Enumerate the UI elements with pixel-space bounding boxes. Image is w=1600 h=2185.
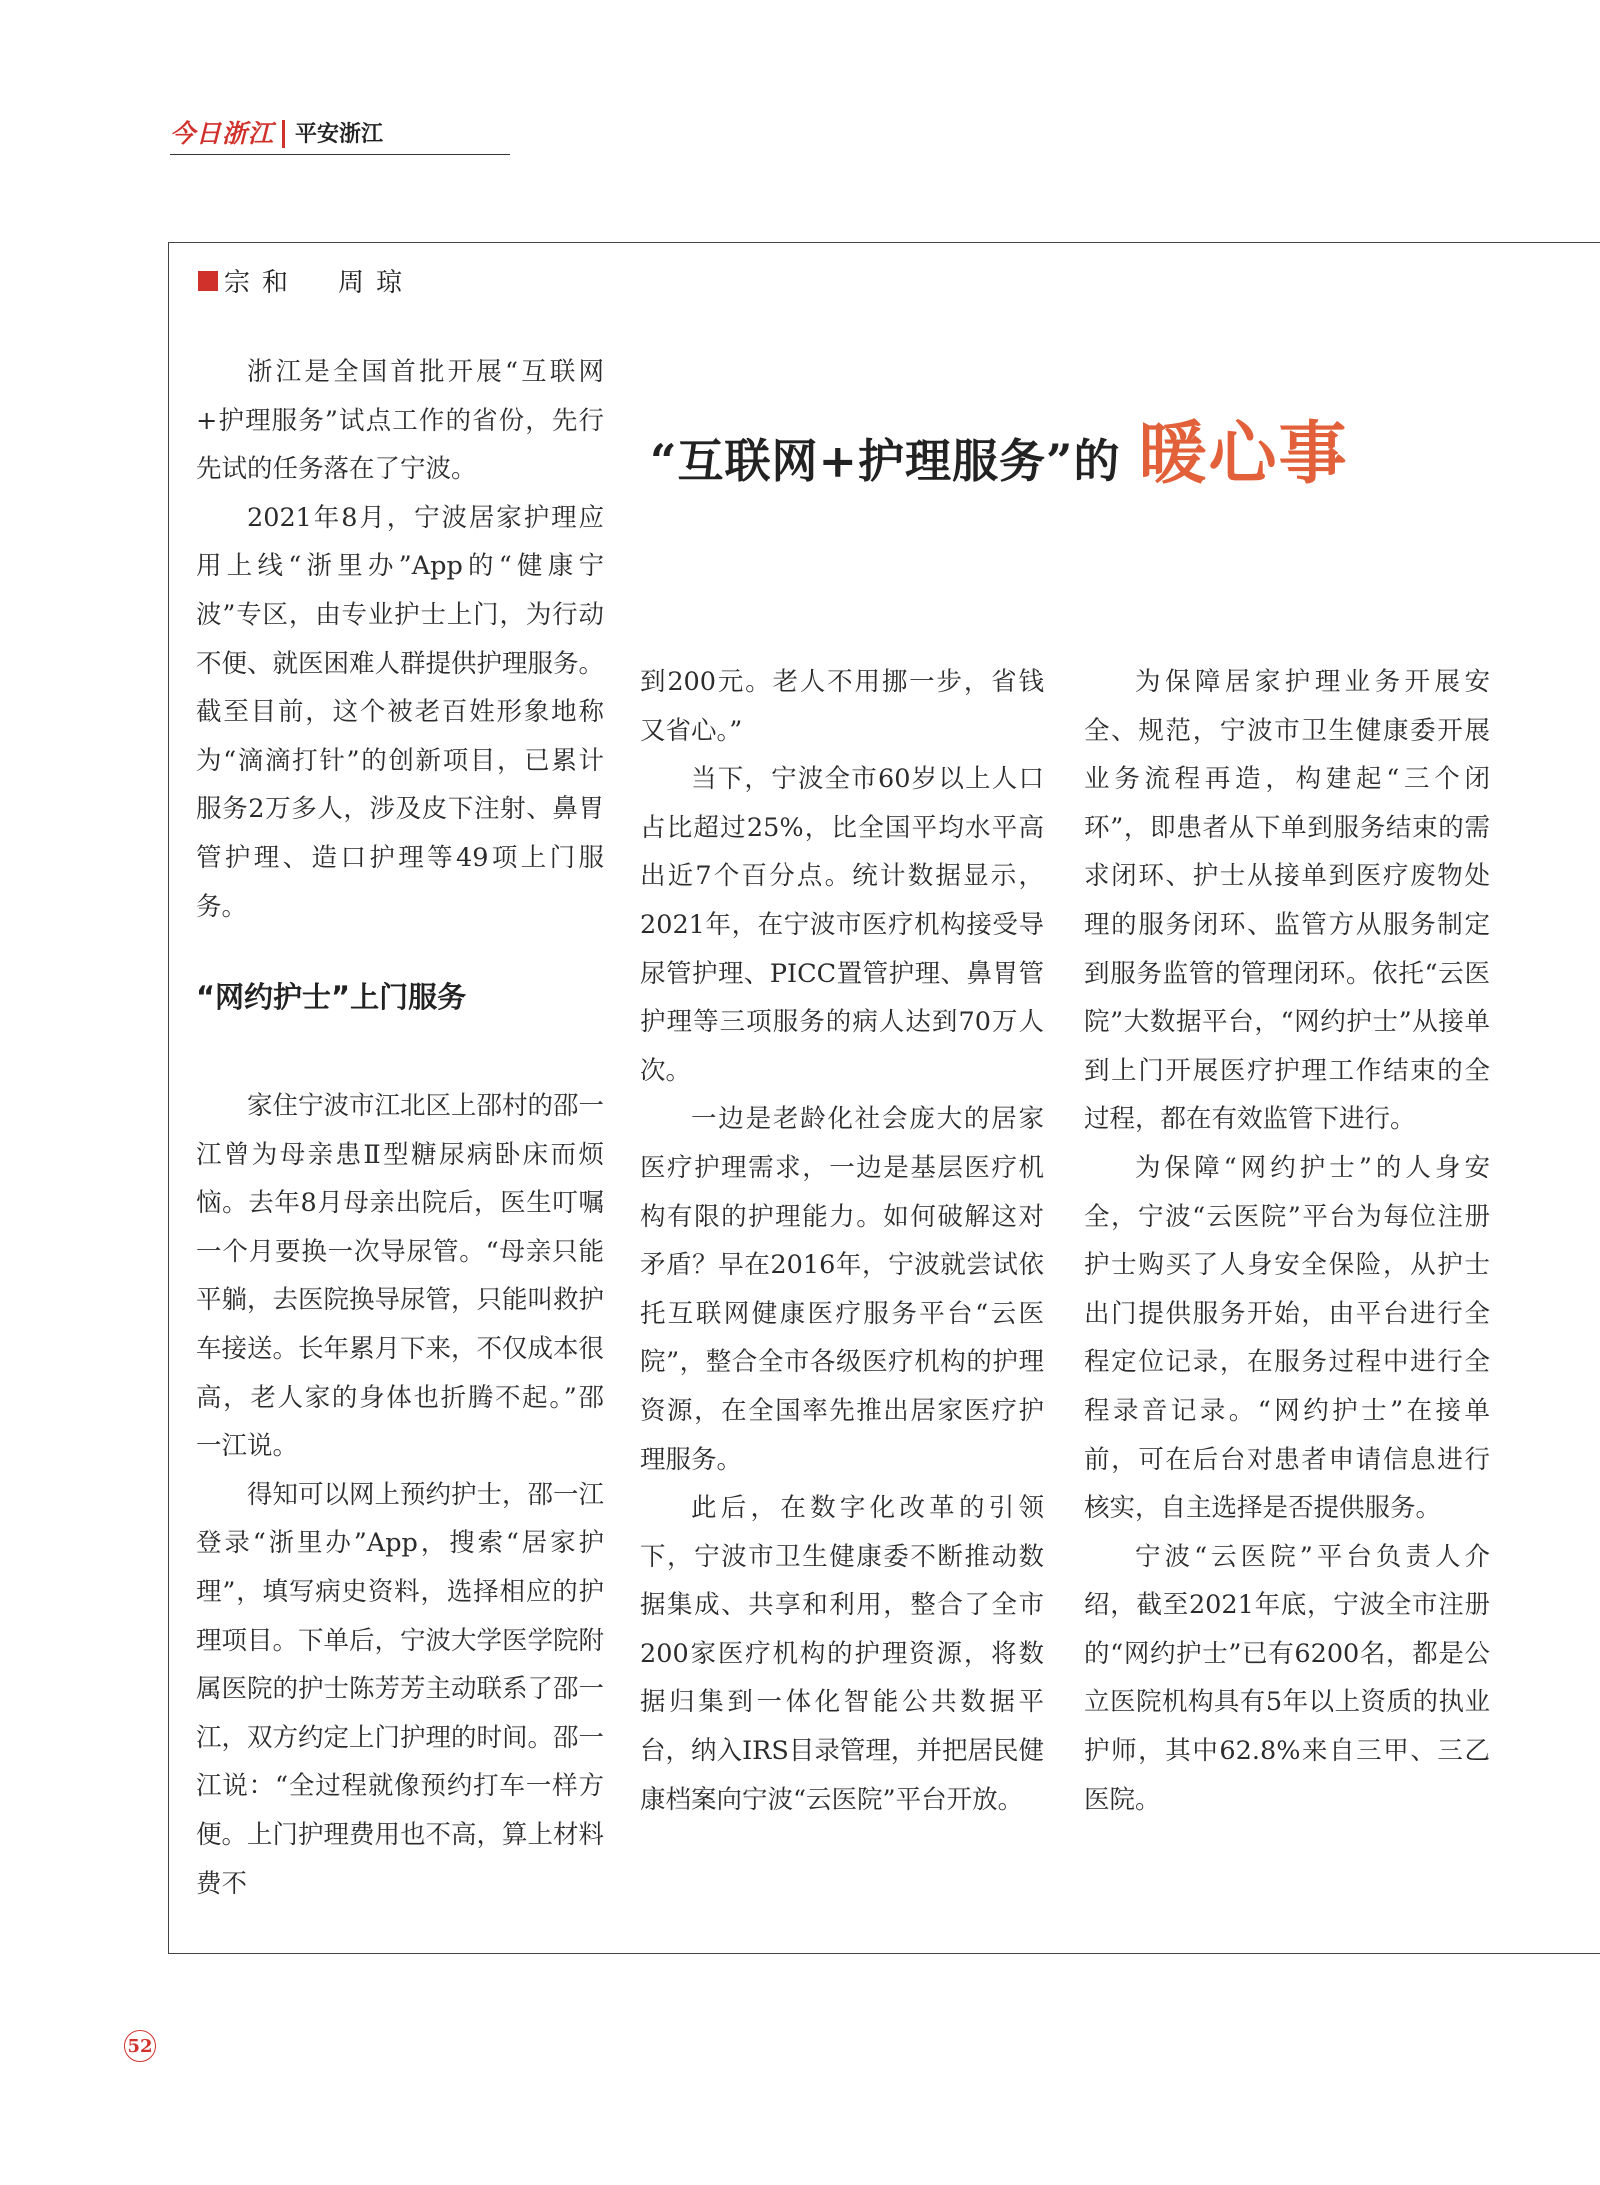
author-names: 宗和 周琼: [224, 268, 415, 298]
red-square-marker: [198, 271, 218, 291]
title-accent: 暖心事: [1138, 415, 1349, 494]
paragraph: 宁波“云医院”平台负责人介绍，截至2021年底，宁波全市注册的“网约护士”已有6200名，都是公立医院机构具有5年以上资质的执业护师，其中62.8%来自三甲、三乙医院。: [1084, 1541, 1490, 1815]
title-main: “互联网+护理服务”的: [650, 434, 1121, 488]
paragraph: 得知可以网上预约护士，邵一江登录“浙里办”App，搜索“居家护理”，填写病史资料，选择相应的护理项目。下单后，宁波大学医学院附属医院的护士陈芳芳主动联系了邵一江，双方约定上门护理的时间。邵一江说：“全过程就像预约打车一样方便。上门护理费用也不高，算上材料费不: [196, 1479, 605, 1899]
column-1-top: [196, 348, 604, 931]
article-title: [650, 400, 1348, 497]
paragraph: 此后，在数字化改革的引领下，宁波市卫生健康委不断推动数据集成、共享和利用，整合了全市200家医疗机构的护理资源，将数据归集到一体化智能公共数据平台，纳入IRS目录管理，并把居民健康档案向宁波“云医院”平台开放。: [640, 1493, 1044, 1815]
paragraph: 为保障居家护理业务开展安全、规范，宁波市卫生健康委开展业务流程再造，构建起“三个闭环”，即患者从下单到服务结束的需求闭环、护士从接单到医疗废物处理的服务闭环、监管方从服务制定到服务监管的管理闭环。依托“云医院”大数据平台，“网约护士”从接单到上门开展医疗护理工作结束的全过程，都在有效监管下进行。: [1084, 667, 1490, 1135]
paragraph: 到200元。老人不用挪一步，省钱又省心。”: [640, 667, 1044, 746]
column-3: [1084, 658, 1490, 1824]
masthead: [170, 118, 383, 150]
paragraph: 家住宁波市江北区上邵村的邵一江曾为母亲患Ⅱ型糖尿病卧床而烦恼。去年8月母亲出院后，医生叮嘱一个月要换一次导尿管。“母亲只能平躺，去医院换导尿管，只能叫救护车接送。长年累月下来，不仅成本很高，老人家的身体也折腾不起。”邵一江说。: [196, 1091, 605, 1462]
page-number: 52: [124, 2030, 156, 2062]
magazine-logo: 今日浙江: [170, 119, 275, 148]
paragraph: 浙江是全国首批开展“互联网+护理服务”试点工作的省份，先行先试的任务落在了宁波。: [196, 357, 604, 485]
paragraph: 为保障“网约护士”的人身安全，宁波“云医院”平台为每位注册护士购买了人身安全保险，从护士出门提供服务开始，由平台进行全程定位记录，在服务过程中进行全程录音记录。“网约护士”在接单前，可在后台对患者申请信息进行核实，自主选择是否提供服务。: [1084, 1152, 1490, 1524]
byline: [198, 262, 414, 299]
masthead-divider: [282, 120, 285, 148]
paragraph: 一边是老龄化社会庞大的居家医疗护理需求，一边是基层医疗机构有限的护理能力。如何破解这对矛盾？早在2016年，宁波就尝试依托互联网健康医疗服务平台“云医院”，整合全市各级医疗机构的护理资源，在全国率先推出居家医疗护理服务。: [640, 1104, 1044, 1475]
column-2: [640, 658, 1044, 1824]
paragraph: 当下，宁波全市60岁以上人口占比超过25%，比全国平均水平高出近7个百分点。统计数据显示，2021年，在宁波市医疗机构接受导尿管护理、PICC置管护理、鼻胃管护理等三项服务的病人达到70万人次。: [640, 764, 1044, 1086]
column-1-bottom: [196, 1082, 604, 1908]
section-subheading: “网约护士”上门服务: [196, 980, 467, 1014]
section-label: 平安浙江: [295, 122, 384, 147]
masthead-rule: [170, 154, 510, 155]
paragraph: 2021年8月，宁波居家护理应用上线“浙里办”App的“健康宁波”专区，由专业护士上门，为行动不便、就医困难人群提供护理服务。截至目前，这个被老百姓形象地称为“滴滴打针”的创新项目，已累计服务2万多人，涉及皮下注射、鼻胃管护理、造口护理等49项上门服务。: [196, 502, 605, 922]
